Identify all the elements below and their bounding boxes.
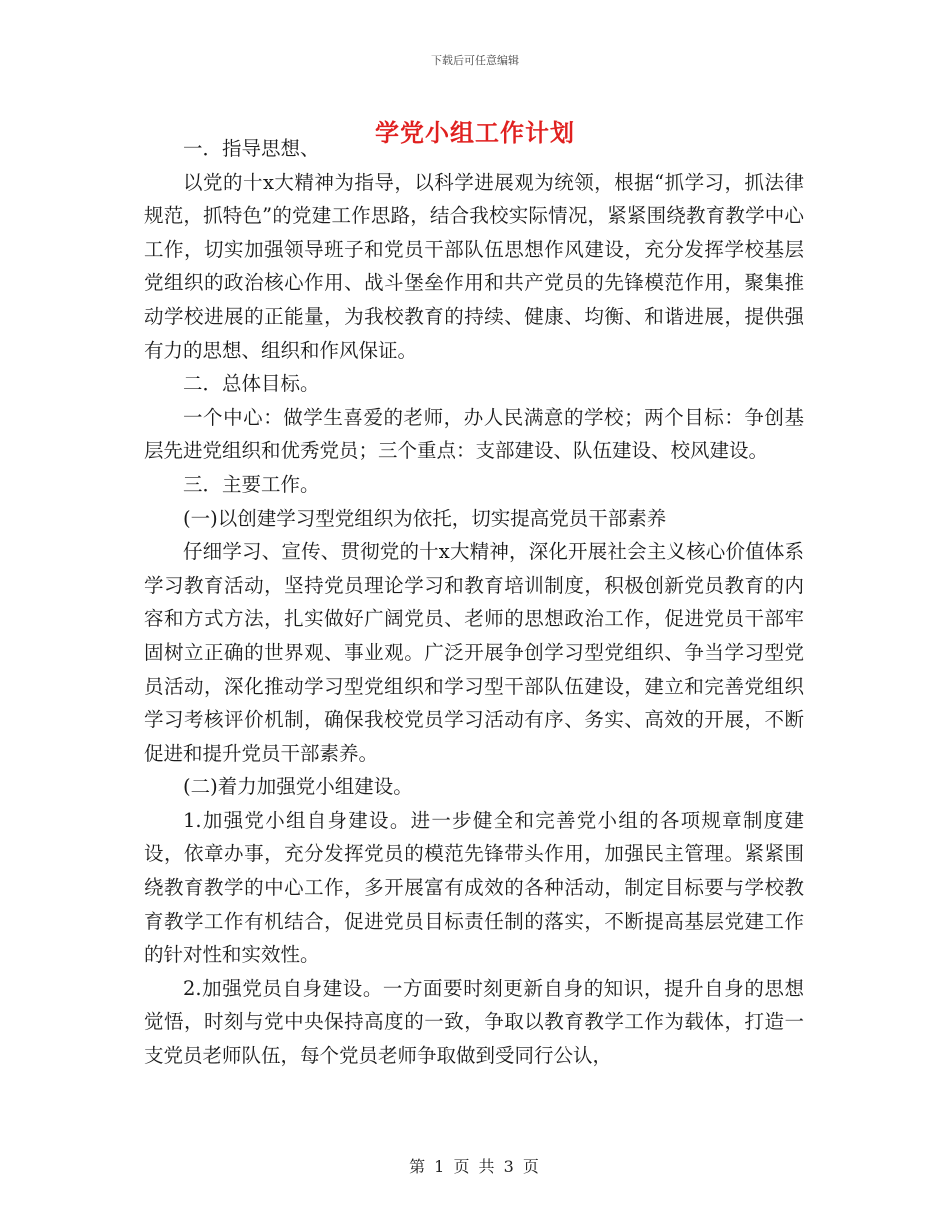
- paragraph: 1.加强党小组自身建设。进一步健全和完善党小组的各项规章制度建设，依章办事，充分发挥党员的模范先锋带头作用，加强民主管理。紧紧围绕教育教学的中心工作，多开展富有成效的各种活动，制定目标要与学校教育教学工作有机结合，促进党员目标责任制的落实，不断提高基层党建工作的针对性和实效性。: [144, 808, 804, 967]
- paragraph: 以党的十x大精神为指导，以科学进展观为统领，根据“抓学习，抓法律规范，抓特色”的党建工作思路，结合我校实际情况，紧紧围绕教育教学中心工作，切实加强领导班子和党员干部队伍思想作风建设，充分发挥学校基层党组织的政治核心作用、战斗堡垒作用和共产党员的先锋模范作用，聚集推动学校进展的正能量，为我校教育的持续、健康、均衡、和谐进展，提供强有力的思想、组织和作风保证。: [144, 170, 804, 362]
- page-number: 第 1 页 共 3 页: [409, 1157, 541, 1176]
- header-note: 下载后可任意编辑: [431, 54, 519, 67]
- section-heading-main-work: 三．主要工作。: [183, 472, 320, 496]
- paragraph: 仔细学习、宣传、贯彻党的十x大精神，深化开展社会主义核心价值体系学习教育活动，坚持党员理论学习和教育培训制度，积极创新党员教育的内容和方式方法，扎实做好广阔党员、老师的思想政治工作，促进党员干部牢固树立正确的世界观、事业观。广泛开展争创学习型党组织、争当学习型党员活动，深化推动学习型党组织和学习型干部队伍建设，建立和完善党组织学习考核评价机制，确保我校党员学习活动有序、务实、高效的开展，不断促进和提升党员干部素养。: [144, 540, 804, 765]
- document-title: 学党小组工作计划: [375, 118, 575, 147]
- paragraph: 2.加强党员自身建设。一方面要时刻更新自身的知识，提升自身的思想觉悟，时刻与党中央保持高度的一致，争取以教育教学工作为载体，打造一支党员老师队伍，每个党员老师争取做到受同行公认，: [144, 976, 804, 1068]
- subsection-heading: (一)以创建学习型党组织为依托，切实提高党员干部素养: [183, 506, 667, 530]
- document-body: [144, 132, 804, 1073]
- section-heading-guiding-ideology: 一．指导思想、: [183, 137, 320, 160]
- subsection-heading: (二)着力加强党小组建设。: [183, 775, 413, 799]
- paragraph: 一个中心：做学生喜爱的老师，办人民满意的学校；两个目标：争创基层先进党组织和优秀党员；三个重点：支部建设、队伍建设、校风建设。: [144, 405, 804, 463]
- section-heading-overall-goals: 二．总体目标。: [183, 372, 320, 396]
